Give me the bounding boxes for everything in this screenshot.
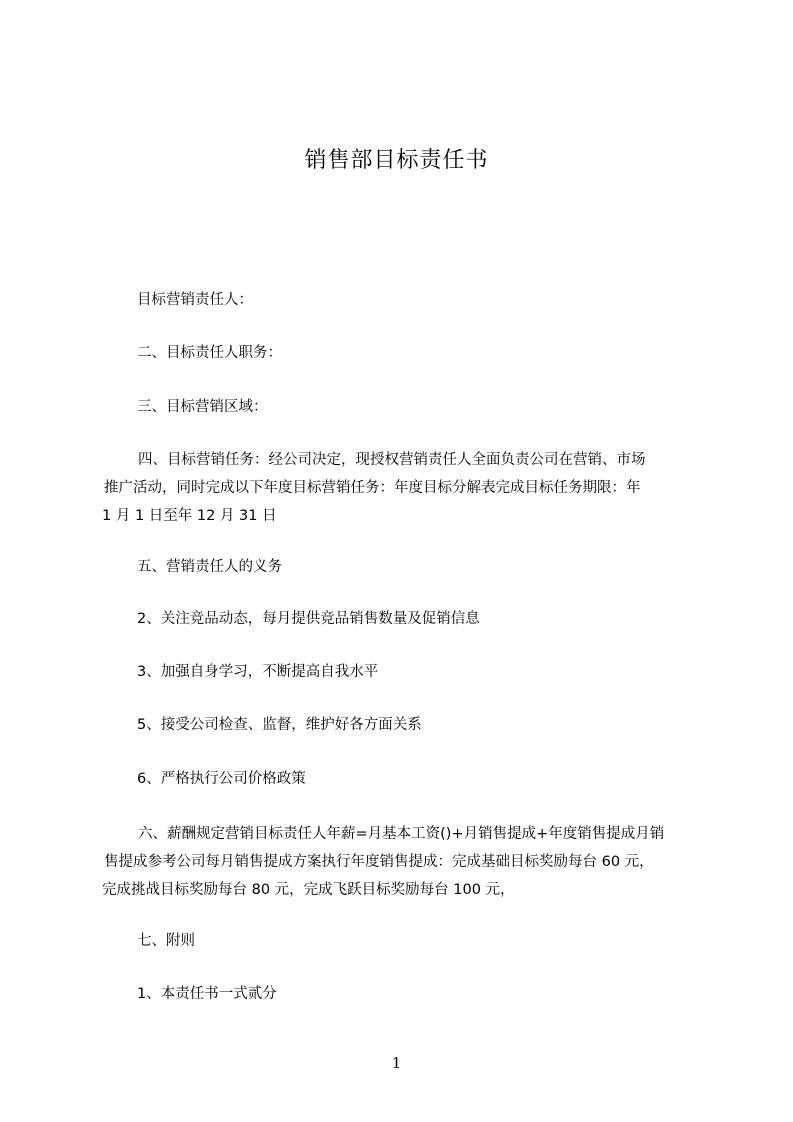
section-6-line-1: 六、薪酬规定营销目标责任人年薪=月基本工资()+月销售提成+年度销售提成月销	[138, 826, 665, 842]
page-number: 1	[391, 1054, 402, 1072]
section-4-line-1: 四、目标营销任务：经公司决定，现授权营销责任人全面负责公司在营销、市场	[138, 452, 646, 468]
duty-item-6: 6、严格执行公司价格政策	[137, 771, 306, 787]
section-5-heading: 五、营销责任人的义务	[137, 559, 282, 575]
section-4-paragraph	[102, 446, 702, 530]
section-4-line-2: 推广活动，同时完成以下年度目标营销任务：年度目标分解表完成目标任务期限：年	[104, 480, 641, 496]
duty-item-5: 5、接受公司检查、监督，维护好各方面关系	[137, 717, 422, 733]
section-4-line-3: 1 月 1 日至年 12 月 31 日	[102, 508, 277, 524]
document-title: 销售部目标责任书	[304, 148, 489, 173]
appendix-item-1: 1、本责任书一式贰分	[137, 986, 277, 1002]
duty-item-3: 3、加强自身学习，不断提高自我水平	[137, 664, 379, 680]
target-position-line: 二、目标责任人职务：	[137, 345, 282, 361]
target-person-line: 目标营销责任人：	[137, 292, 253, 308]
section-7-heading: 七、附则	[137, 933, 195, 949]
section-6-line-2: 售提成参考公司每月销售提成方案执行年度销售提成：完成基础目标奖励每台 60 元，	[104, 854, 654, 870]
target-area-line: 三、目标营销区域：	[137, 399, 268, 415]
section-6-line-3: 完成挑战目标奖励每台 80 元，完成飞跃目标奖励每台 100 元，	[102, 882, 515, 898]
duty-item-2: 2、关注竞品动态，每月提供竞品销售数量及促销信息	[137, 611, 480, 627]
section-6-paragraph	[102, 820, 702, 904]
